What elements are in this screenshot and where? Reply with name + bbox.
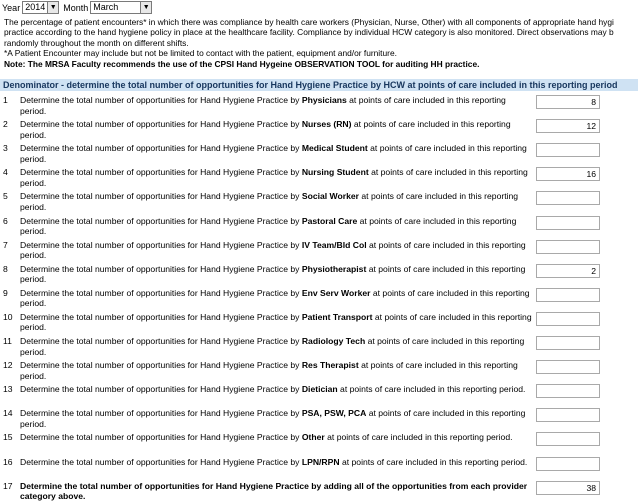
row-category: Env Serv Worker [301, 287, 371, 298]
row-category: Physicians [301, 95, 347, 105]
row-number: 2 [3, 119, 8, 130]
row-text-suffix: at points of care included in this reporting period. [20, 239, 526, 261]
list-item [0, 430, 638, 454]
row-description [20, 191, 534, 212]
row-text-suffix: at points of care included in this reporting period. [20, 360, 518, 381]
row-text-suffix: at points of care included in this reporting period. [20, 215, 517, 236]
row-category: Physiotherapist [301, 263, 367, 274]
list-item [0, 382, 638, 406]
row-category: Radiology Tech [301, 336, 366, 346]
row-number: 3 [3, 143, 8, 154]
row-text-suffix: at points of care included in this reporting period. [324, 432, 513, 443]
row-text-suffix: at points of care included in this reporting period. [20, 336, 525, 357]
row-number: 4 [3, 167, 8, 178]
year-label: Year [2, 2, 21, 13]
row-text-suffix: at points of care included in this reporting period. [20, 143, 527, 164]
opportunities-input[interactable] [536, 408, 600, 422]
row-description: Determine the total number of opportunities for Hand Hygiene Practice by adding all of the opportunities from each provider category above. [20, 480, 528, 502]
list-item [0, 141, 638, 165]
month-label: Month [63, 2, 89, 13]
opportunities-input[interactable] [536, 191, 600, 205]
intro-note: Note: The MRSA Faculty recommends the use of the CPSI Hand Hygeine OBSERVATION TOOL for auditing HH practice. [4, 58, 480, 69]
row-category: Nursing Student [301, 167, 369, 178]
opportunities-input[interactable] [536, 240, 600, 254]
row-description [20, 95, 534, 116]
opportunities-input[interactable] [536, 288, 600, 302]
list-item [0, 117, 638, 141]
list-item [0, 406, 638, 430]
row-text-prefix: Determine the total number of opportunities for Hand Hygiene Practice by [20, 215, 302, 226]
row-text-suffix: at points of care included in this reporting period. [337, 384, 526, 395]
row-text-suffix: at points of care included in this reporting period. [20, 95, 506, 116]
intro-line-2: practice according to the hand hygiene policy in place at the healthcare facility. Compliance by individual HCW category is also monitored. Direct observations may b [4, 27, 614, 38]
list-item [0, 358, 638, 382]
intro-text [4, 17, 638, 69]
row-description [20, 384, 534, 395]
row-text-prefix: Determine the total number of opportunities for Hand Hygiene Practice by [20, 432, 302, 443]
row-text-prefix: Determine the total number of opportunities for Hand Hygiene Practice by [20, 311, 302, 322]
row-category: Res Therapist [301, 360, 359, 371]
row-number: 12 [3, 360, 13, 371]
year-select-value: 2014 [25, 2, 46, 12]
year-select[interactable] [22, 1, 59, 14]
list-item [0, 238, 638, 262]
row-description [20, 216, 534, 237]
row-text-prefix: Determine the total number of opportunities for Hand Hygiene Practice by [20, 263, 302, 274]
row-category: Other [301, 432, 325, 443]
row-description [20, 167, 534, 188]
opportunities-input[interactable] [536, 312, 600, 326]
row-number: 5 [3, 191, 8, 202]
row-text-suffix: at points of care included in this reporting period. [20, 119, 511, 140]
row-description [20, 288, 534, 309]
intro-line-3: randomly throughout the month on different shifts. [4, 37, 189, 48]
row-text-prefix: Determine the total number of opportunities for Hand Hygiene Practice by [20, 239, 302, 250]
chevron-down-icon[interactable]: ▼ [47, 2, 58, 13]
row-category: Dietician [301, 384, 338, 395]
list-item [0, 214, 638, 238]
row-number: 1 [3, 95, 8, 105]
opportunities-input[interactable]: 12 [536, 119, 600, 133]
opportunities-input[interactable] [536, 360, 600, 374]
row-text-prefix: Determine the total number of opportunities for Hand Hygiene Practice by [20, 360, 302, 371]
list-item [0, 165, 638, 189]
list-item [0, 286, 638, 310]
opportunities-input[interactable]: 2 [536, 264, 600, 278]
total-input[interactable]: 38 [536, 481, 600, 495]
opportunities-input[interactable] [536, 143, 600, 157]
row-text-suffix: at points of care included in this reporting period. [20, 263, 526, 285]
row-category: Social Worker [301, 191, 359, 202]
row-number: 9 [3, 287, 8, 298]
opportunities-input[interactable]: 16 [536, 167, 600, 181]
row-number: 13 [3, 384, 13, 395]
row-text-suffix: at points of care included in this reporting period. [20, 167, 528, 188]
chevron-down-icon[interactable]: ▼ [140, 2, 151, 13]
list-item [0, 310, 638, 334]
row-text-suffix: at points of care included in this reporting period. [20, 408, 526, 429]
intro-line-1: The percentage of patient encounters* in which there was compliance by health care workers (Physician, Nurse, Other) with all components of appropriate hand hygi [4, 17, 614, 27]
opportunities-input[interactable] [536, 216, 600, 230]
row-category: LPN/RPN [301, 456, 340, 467]
row-text-prefix: Determine the total number of opportunities for Hand Hygiene Practice by [20, 287, 302, 298]
opportunities-input[interactable] [536, 457, 600, 471]
month-select-value: March [93, 2, 119, 12]
row-text-prefix: Determine the total number of opportunities for Hand Hygiene Practice by [20, 408, 302, 419]
row-text-prefix: Determine the total number of opportunities for Hand Hygiene Practice by [20, 95, 302, 105]
row-text-prefix: Determine the total number of opportunities for Hand Hygiene Practice by [20, 119, 302, 130]
row-description [20, 264, 534, 285]
opportunities-input[interactable] [536, 432, 600, 446]
row-text-prefix: Determine the total number of opportunities for Hand Hygiene Practice by [20, 167, 302, 178]
list-item [0, 262, 638, 286]
total-row [0, 479, 638, 503]
list-item [0, 189, 638, 213]
row-number: 15 [3, 432, 13, 443]
row-number: 16 [3, 456, 13, 467]
row-number: 8 [3, 263, 8, 274]
row-description [20, 143, 534, 164]
list-item [0, 455, 638, 479]
month-select[interactable] [90, 1, 152, 14]
section-header: Denominator - determine the total number of opportunities for Hand Hygiene Practice by HCW at points of care included in this reporting period [0, 79, 638, 91]
row-description [20, 408, 534, 429]
row-text-prefix: Determine the total number of opportunities for Hand Hygiene Practice by [20, 191, 302, 202]
row-text-prefix: Determine the total number of opportunities for Hand Hygiene Practice by [20, 143, 302, 154]
row-category: IV Team/Bld Col [301, 239, 367, 250]
row-description [20, 119, 534, 140]
row-number: 14 [3, 408, 13, 419]
row-description [20, 312, 534, 333]
opportunities-input[interactable]: 8 [536, 95, 600, 109]
row-number: 17 [3, 480, 13, 491]
row-text-suffix: at points of care included in this reporting period. [20, 191, 519, 212]
row-description [20, 336, 534, 357]
row-text-suffix: at points of care included in this reporting period. [339, 456, 528, 467]
row-text-prefix: Determine the total number of opportunities for Hand Hygiene Practice by [20, 384, 302, 395]
row-category: PSA, PSW, PCA [301, 408, 367, 419]
row-text-prefix: Determine the total number of opportunities for Hand Hygiene Practice by [20, 336, 302, 346]
row-category: Pastoral Care [301, 215, 358, 226]
filter-bar [2, 1, 156, 14]
row-category: Patient Transport [301, 311, 373, 322]
row-description [20, 432, 534, 443]
list-item [0, 93, 638, 117]
row-description [20, 240, 534, 261]
row-category: Medical Student [301, 143, 368, 154]
row-text-suffix: at points of care included in this reporting period. [20, 311, 532, 333]
row-description [20, 457, 534, 468]
row-category: Nurses (RN) [301, 119, 352, 130]
row-number: 7 [3, 239, 8, 250]
opportunities-input[interactable] [536, 384, 600, 398]
row-number: 10 [3, 311, 13, 322]
row-number: 11 [3, 336, 12, 346]
row-description [20, 360, 534, 381]
row-number: 6 [3, 215, 8, 226]
row-text-suffix: at points of care included in this reporting period. [20, 287, 530, 309]
row-text-prefix: Determine the total number of opportunities for Hand Hygiene Practice by [20, 456, 302, 467]
list-item [0, 334, 638, 358]
opportunities-input[interactable] [536, 336, 600, 350]
intro-line-4: *A Patient Encounter may include but not be limited to contact with the patient, equipment and/or furniture. [4, 48, 397, 59]
